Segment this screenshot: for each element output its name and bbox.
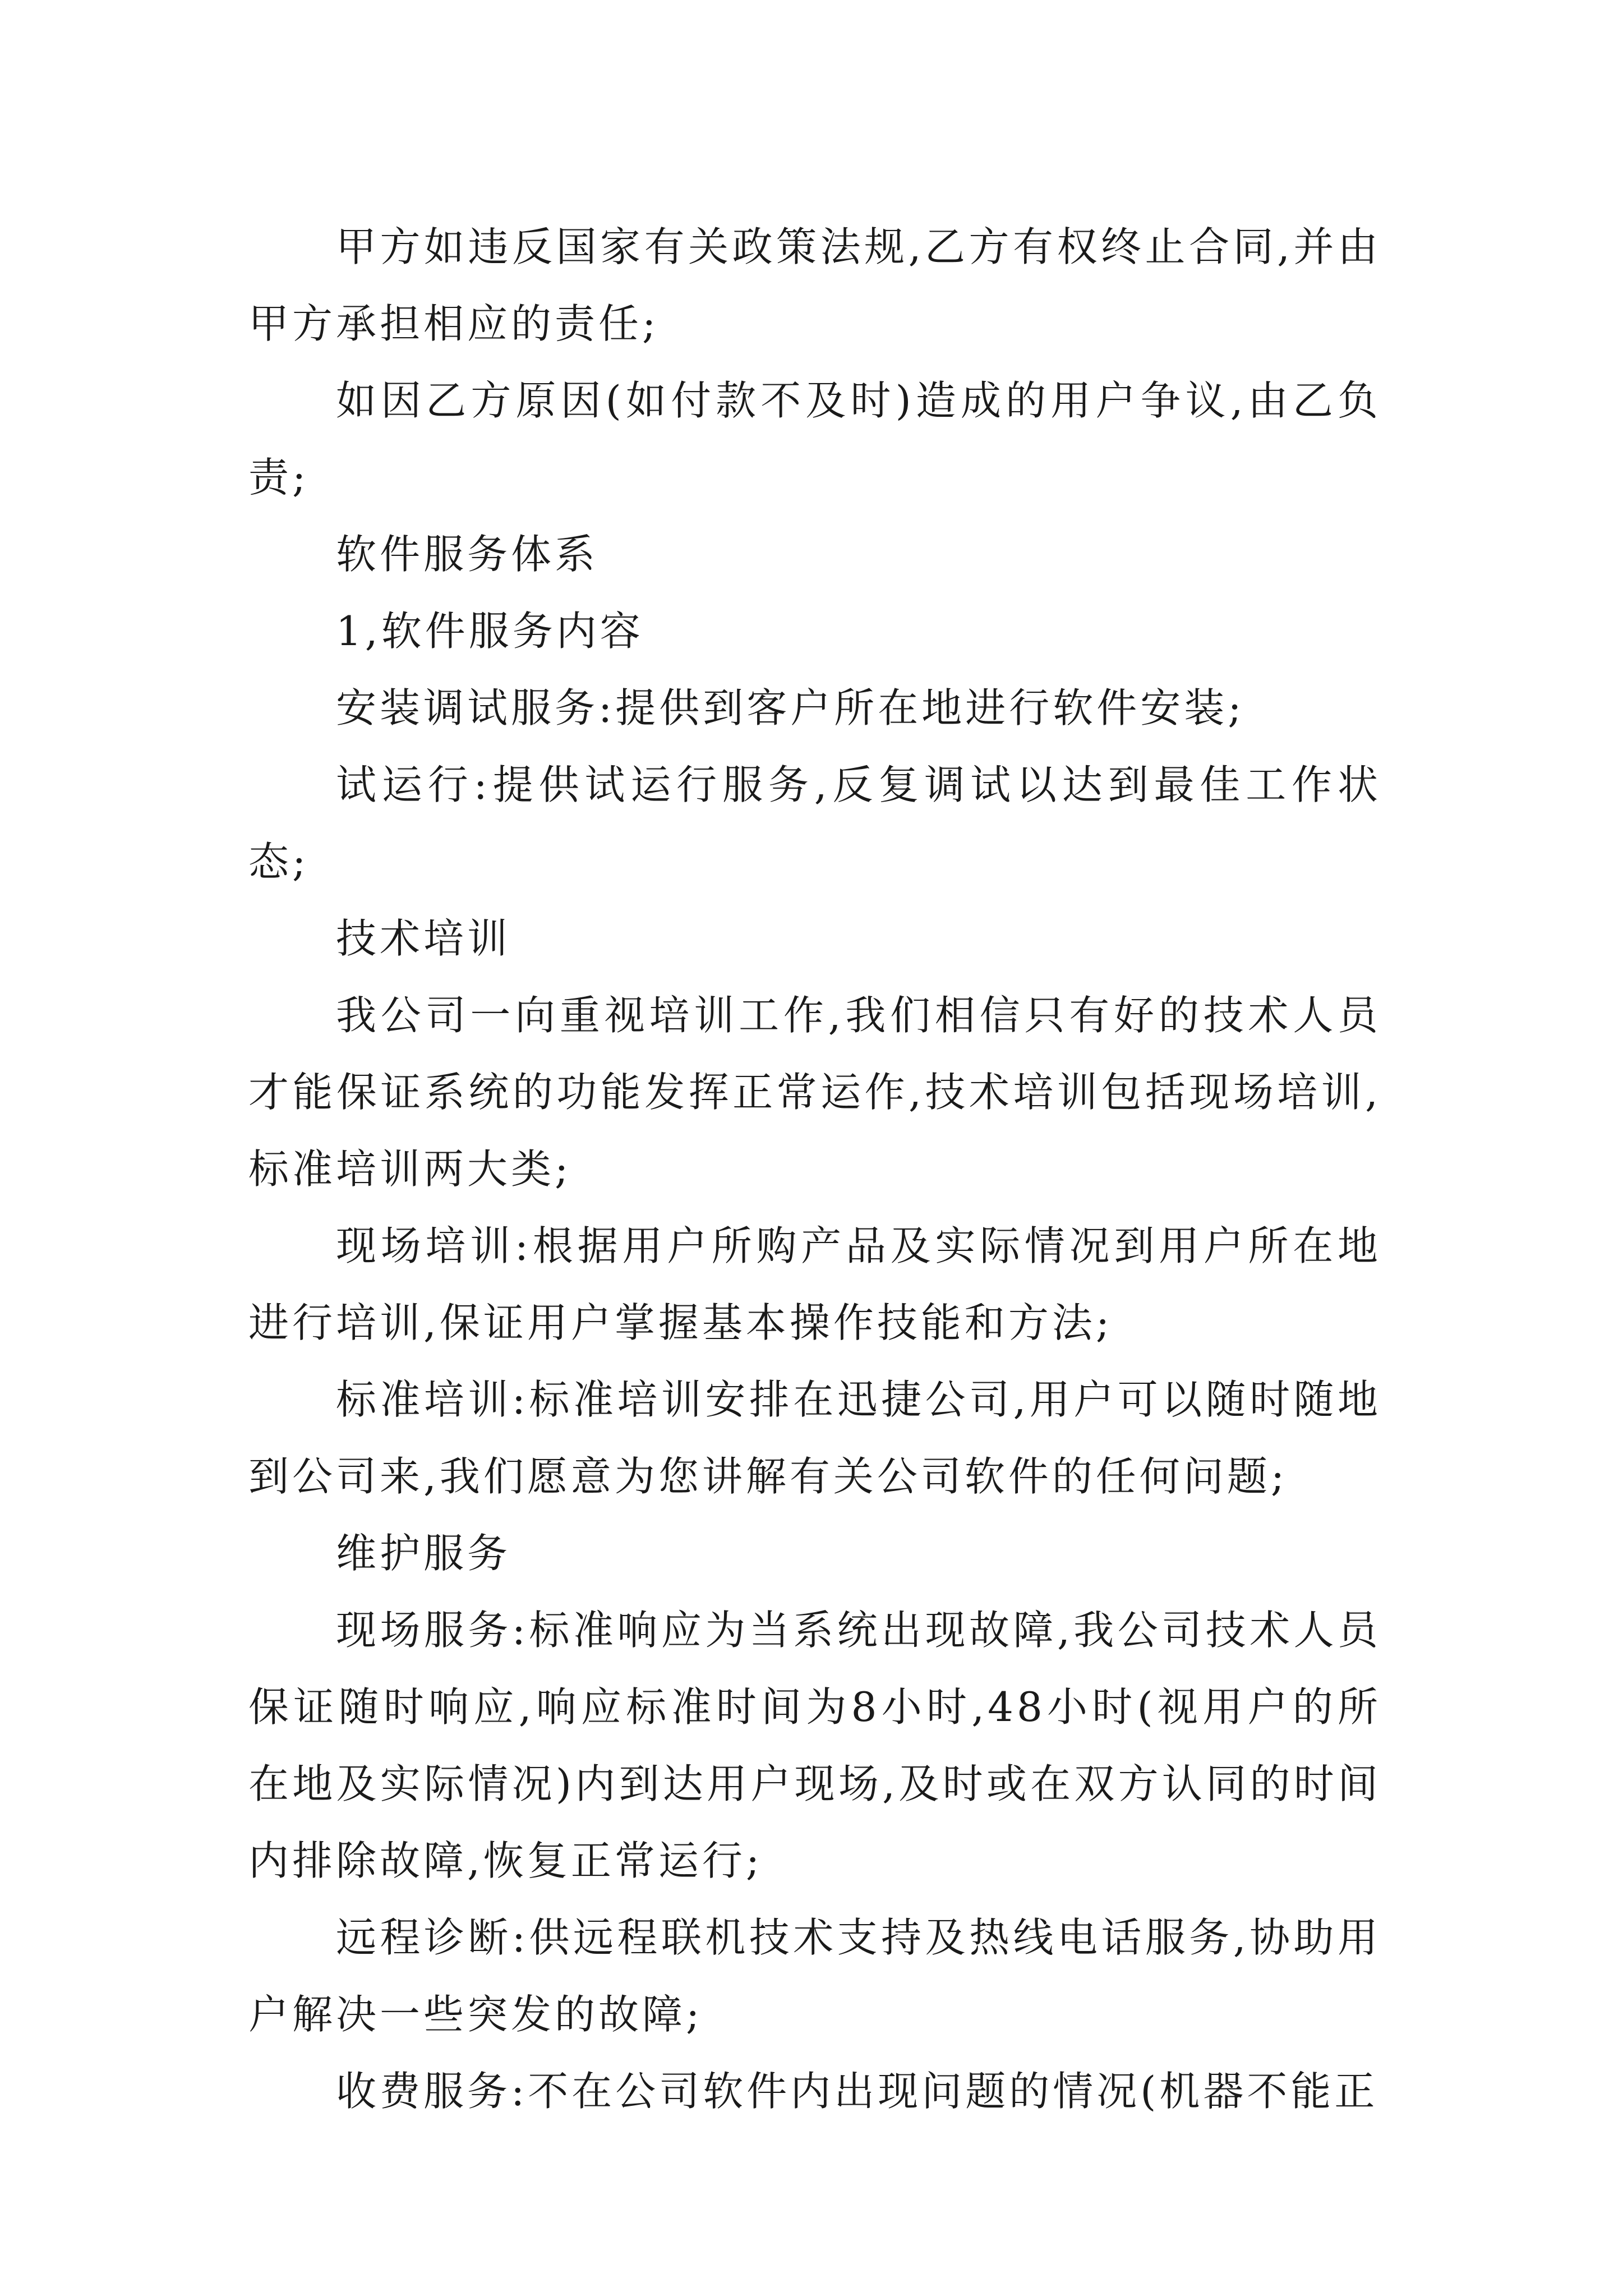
paragraph: 现场培训:根据用户所购产品及实际情况到用户所在地进行培训,保证用户掌握基本操作技能和方法;: [248, 1222, 1381, 1346]
paragraph: 收费服务:不在公司软件内出现问题的情况(机器不能正: [336, 2068, 1378, 2115]
paragraph: 甲方如违反国家有关政策法规,乙方有权终止合同,并由甲方承担相应的责任;: [248, 223, 1381, 347]
paragraph: 试运行:提供试运行服务,反复调试以达到最佳工作状态;: [248, 761, 1381, 885]
section-heading: 维护服务: [336, 1530, 511, 1577]
paragraph: 我公司一向重视培训工作,我们相信只有好的技术人员才能保证系统的功能发挥正常运作,技术培训包括现场培训,标准培训两大类;: [248, 992, 1381, 1193]
document-body: [248, 209, 1381, 2130]
paragraph: 现场服务:标准响应为当系统出现故障,我公司技术人员保证随时响应,响应标准时间为8小时,48小时(视用户的所在地及实际情况)内到达用户现场,及时或在双方认同的时间内排除故障,恢复正常运行;: [248, 1607, 1381, 1884]
subsection-heading: 1,软件服务内容: [336, 608, 644, 655]
paragraph: 远程诊断:供远程联机技术支持及热线电话服务,协助用户解决一些突发的故障;: [248, 1914, 1381, 2038]
paragraph: 标准培训:标准培训安排在迅捷公司,用户可以随时随地到公司来,我们愿意为您讲解有关公司软件的任何问题;: [248, 1376, 1381, 1500]
paragraph: 安装调试服务:提供到客户所在地进行软件安装;: [336, 684, 1245, 731]
section-heading: 软件服务体系: [336, 531, 599, 578]
paragraph: 如因乙方原因(如付款不及时)造成的用户争议,由乙负责;: [248, 377, 1381, 501]
section-heading: 技术培训: [336, 915, 511, 962]
